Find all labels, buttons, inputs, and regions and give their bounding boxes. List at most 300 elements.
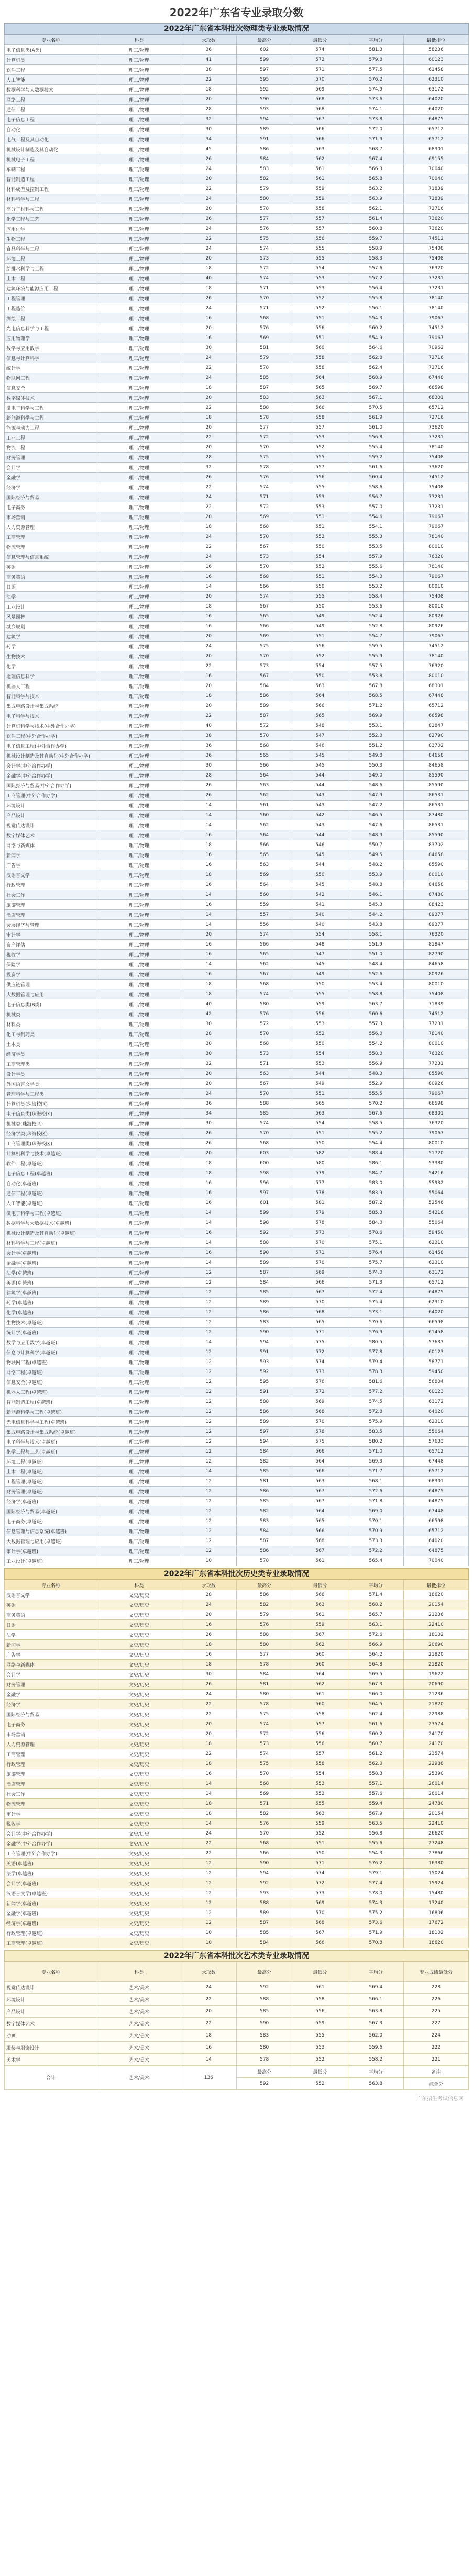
table-cell: 工商管理(卓越班) bbox=[5, 1938, 97, 1948]
table-cell: 理工/物理 bbox=[97, 930, 181, 940]
table-cell: 552.0 bbox=[348, 731, 403, 741]
table-cell: 21236 bbox=[403, 1690, 468, 1700]
table-cell: 会计学 bbox=[5, 463, 97, 473]
table-cell: 工业设计(卓越班) bbox=[5, 1556, 97, 1566]
table-row bbox=[5, 423, 469, 433]
footer-min: 552 bbox=[292, 2078, 348, 2090]
table-cell: 577.2 bbox=[348, 1387, 403, 1397]
table-cell: 574 bbox=[236, 1719, 292, 1729]
table-cell: 文史/历史 bbox=[97, 1660, 181, 1670]
table-cell: 理工/物理 bbox=[97, 1298, 181, 1308]
table-cell: 通信工程(卓越班) bbox=[5, 1188, 97, 1198]
table-row bbox=[5, 671, 469, 681]
table-cell: 城乡规划 bbox=[5, 622, 97, 632]
table-row bbox=[5, 1789, 469, 1799]
table-cell: 文史/历史 bbox=[97, 1739, 181, 1749]
table-cell: 环境工程 bbox=[5, 254, 97, 264]
table-cell: 566.3 bbox=[348, 164, 403, 174]
table-row bbox=[5, 920, 469, 930]
table-cell: 569 bbox=[236, 512, 292, 522]
table-row bbox=[5, 811, 469, 820]
table-cell: 551 bbox=[292, 1129, 348, 1139]
table-cell: 理工/物理 bbox=[97, 1357, 181, 1367]
table-cell: 理工/物理 bbox=[97, 125, 181, 134]
table-cell: 28 bbox=[181, 1590, 236, 1600]
table-cell: 财务管理 bbox=[5, 453, 97, 463]
table-cell: 经济学 bbox=[5, 482, 97, 492]
table-cell: 20 bbox=[181, 701, 236, 711]
table-cell: 理工/物理 bbox=[97, 1337, 181, 1347]
table-cell: 广告学 bbox=[5, 860, 97, 870]
table-cell: 587 bbox=[236, 1918, 292, 1928]
table-cell: 75408 bbox=[403, 244, 468, 254]
table-cell: 561 bbox=[292, 1610, 348, 1620]
table-cell: 理工/物理 bbox=[97, 1129, 181, 1139]
table-cell: 570 bbox=[236, 1769, 292, 1779]
table-cell: 579 bbox=[236, 353, 292, 363]
table-cell: 574 bbox=[236, 930, 292, 940]
table-cell: 法学 bbox=[5, 1630, 97, 1640]
table-cell: 554.6 bbox=[348, 512, 403, 522]
table-cell: 570 bbox=[236, 1129, 292, 1139]
table-cell: 20 bbox=[181, 930, 236, 940]
table-cell: 旅游管理 bbox=[5, 1769, 97, 1779]
table-row bbox=[5, 1417, 469, 1427]
table-cell: 598 bbox=[236, 1168, 292, 1178]
table-cell: 经济学(卓越班) bbox=[5, 1918, 97, 1928]
table-cell: 22 bbox=[181, 1849, 236, 1859]
table-cell: 22 bbox=[181, 184, 236, 194]
table-row bbox=[5, 801, 469, 811]
table-cell: 环境设计 bbox=[5, 1994, 97, 2006]
table-cell: 554 bbox=[292, 1049, 348, 1059]
table-cell: 569 bbox=[292, 1898, 348, 1908]
table-cell: 22 bbox=[181, 1709, 236, 1719]
table-cell: 文史/历史 bbox=[97, 1749, 181, 1759]
table-row bbox=[5, 1898, 469, 1908]
table-cell: 64875 bbox=[403, 115, 468, 125]
table-row bbox=[5, 582, 469, 592]
table-cell: 12 bbox=[181, 1318, 236, 1328]
table-cell: 18 bbox=[181, 1799, 236, 1809]
table-cell: 18620 bbox=[403, 1938, 468, 1948]
table-cell: 553.8 bbox=[348, 671, 403, 681]
table-cell: 568 bbox=[236, 741, 292, 751]
table-cell: 汉语言文学 bbox=[5, 1590, 97, 1600]
table-cell: 569.7 bbox=[348, 383, 403, 393]
table-cell: 法学(卓越班) bbox=[5, 1268, 97, 1278]
table-cell: 英语(卓越班) bbox=[5, 1278, 97, 1288]
table-cell: 565 bbox=[292, 1516, 348, 1526]
table-cell: 63172 bbox=[403, 85, 468, 95]
table-cell: 数字媒体技术 bbox=[5, 393, 97, 403]
table-cell: 566 bbox=[292, 403, 348, 413]
table-cell: 26 bbox=[181, 154, 236, 164]
table-cell: 36 bbox=[181, 751, 236, 761]
table-row bbox=[5, 194, 469, 204]
table-row bbox=[5, 1749, 469, 1759]
table-cell: 12 bbox=[181, 1417, 236, 1427]
table-cell: 545 bbox=[292, 761, 348, 771]
table-cell: 559 bbox=[292, 999, 348, 1009]
table-cell: 574 bbox=[236, 274, 292, 284]
table-cell: 工商管理类 bbox=[5, 1059, 97, 1069]
table-cell: 572 bbox=[292, 1878, 348, 1888]
table-cell: 16 bbox=[181, 1178, 236, 1188]
table-cell: 548.2 bbox=[348, 860, 403, 870]
table-cell: 理工/物理 bbox=[97, 1417, 181, 1427]
table-cell: 理工/物理 bbox=[97, 1457, 181, 1467]
table-row bbox=[5, 1799, 469, 1809]
table-cell: 570 bbox=[292, 1908, 348, 1918]
table-cell: 571 bbox=[292, 1859, 348, 1869]
table-cell: 558 bbox=[292, 363, 348, 373]
table-row bbox=[5, 1248, 469, 1258]
table-cell: 89377 bbox=[403, 920, 468, 930]
table-cell: 12 bbox=[181, 1397, 236, 1407]
table-cell: 理工/物理 bbox=[97, 811, 181, 820]
table-cell: 550 bbox=[292, 602, 348, 612]
table-cell: 562 bbox=[292, 1640, 348, 1650]
table-cell: 68301 bbox=[403, 681, 468, 691]
table-cell: 573 bbox=[236, 1049, 292, 1059]
table-cell: 573.8 bbox=[348, 115, 403, 125]
table-cell: 565 bbox=[292, 383, 348, 393]
table-cell: 578 bbox=[236, 1700, 292, 1709]
table-cell: 24 bbox=[181, 194, 236, 204]
table-cell: 理工/物理 bbox=[97, 373, 181, 383]
table-cell: 552.8 bbox=[348, 622, 403, 632]
table-cell: 14 bbox=[181, 820, 236, 830]
table-cell: 工商管理(中外合作办学) bbox=[5, 791, 97, 801]
table-cell: 80926 bbox=[403, 970, 468, 980]
table-cell: 578 bbox=[292, 1427, 348, 1437]
table-cell: 83702 bbox=[403, 840, 468, 850]
table-cell: 550 bbox=[292, 870, 348, 880]
table-row bbox=[5, 830, 469, 840]
table-cell: 586 bbox=[236, 1590, 292, 1600]
table-cell: 信息安全 bbox=[5, 383, 97, 393]
table-row bbox=[5, 1859, 469, 1869]
table-cell: 78140 bbox=[403, 532, 468, 542]
column-header: 科类 bbox=[97, 1962, 181, 1982]
table-cell: 84658 bbox=[403, 880, 468, 890]
table-cell: 77231 bbox=[403, 502, 468, 512]
table-cell: 18 bbox=[181, 691, 236, 701]
table-cell: 557.5 bbox=[348, 661, 403, 671]
table-cell: 578 bbox=[236, 463, 292, 473]
table-cell: 558 bbox=[292, 353, 348, 363]
table-cell: 日语 bbox=[5, 1620, 97, 1630]
table-row bbox=[5, 134, 469, 144]
table-cell: 567.9 bbox=[348, 1809, 403, 1819]
table-row bbox=[5, 820, 469, 830]
table-cell: 77231 bbox=[403, 492, 468, 502]
table-cell: 理工/物理 bbox=[97, 363, 181, 373]
table-cell: 568 bbox=[236, 313, 292, 323]
table-cell: 564 bbox=[292, 1506, 348, 1516]
table-cell: 557.6 bbox=[348, 1789, 403, 1799]
table-header-row bbox=[5, 35, 469, 45]
table-cell: 32 bbox=[181, 1059, 236, 1069]
table-cell: 30 bbox=[181, 1019, 236, 1029]
table-cell: 559.5 bbox=[348, 642, 403, 651]
column-header: 最低排位 bbox=[403, 35, 468, 45]
table-cell: 理工/物理 bbox=[97, 781, 181, 791]
table-cell: 570.1 bbox=[348, 1516, 403, 1526]
table-cell: 英语 bbox=[5, 1600, 97, 1610]
table-cell: 21820 bbox=[403, 1650, 468, 1660]
table-cell: 584.7 bbox=[348, 1168, 403, 1178]
table-cell: 20 bbox=[181, 423, 236, 433]
table-cell: 商务英语 bbox=[5, 1610, 97, 1620]
table-cell: 593 bbox=[236, 105, 292, 115]
table-row bbox=[5, 980, 469, 989]
table-cell: 18 bbox=[181, 1168, 236, 1178]
table-cell: 574 bbox=[292, 1357, 348, 1367]
art-table-footer bbox=[5, 2066, 469, 2078]
table-cell: 18 bbox=[181, 522, 236, 532]
footer-avg-header: 平均分 bbox=[348, 2066, 403, 2078]
table-cell: 570.5 bbox=[348, 403, 403, 413]
table-cell: 563 bbox=[292, 1600, 348, 1610]
table-cell: 570 bbox=[236, 1029, 292, 1039]
table-cell: 理工/物理 bbox=[97, 224, 181, 234]
table-cell: 575.4 bbox=[348, 1298, 403, 1308]
table-row bbox=[5, 1620, 469, 1630]
table-cell: 76320 bbox=[403, 1119, 468, 1129]
table-cell: 24 bbox=[181, 642, 236, 651]
table-cell: 12 bbox=[181, 1298, 236, 1308]
table-cell: 理工/物理 bbox=[97, 1149, 181, 1158]
table-cell: 24 bbox=[181, 353, 236, 363]
table-cell: 28 bbox=[181, 771, 236, 781]
table-cell: 理工/物理 bbox=[97, 731, 181, 741]
table-cell: 理工/物理 bbox=[97, 960, 181, 970]
table-cell: 17240 bbox=[403, 1898, 468, 1908]
table-cell: 565 bbox=[292, 1099, 348, 1109]
table-cell: 77231 bbox=[403, 1019, 468, 1029]
table-cell: 80010 bbox=[403, 870, 468, 880]
table-row bbox=[5, 1129, 469, 1139]
table-cell: 55064 bbox=[403, 1218, 468, 1228]
table-cell: 行政管理 bbox=[5, 880, 97, 890]
table-cell: 20 bbox=[181, 393, 236, 403]
table-cell: 计算机类 bbox=[5, 55, 97, 65]
table-row bbox=[5, 154, 469, 164]
table-cell: 562.8 bbox=[348, 353, 403, 363]
table-cell: 24 bbox=[181, 224, 236, 234]
table-cell: 572 bbox=[292, 1387, 348, 1397]
table-cell: 583 bbox=[236, 1318, 292, 1328]
table-cell: 62310 bbox=[403, 75, 468, 85]
table-cell: 理工/物理 bbox=[97, 1059, 181, 1069]
table-cell: 572 bbox=[236, 721, 292, 731]
table-cell: 557 bbox=[292, 214, 348, 224]
table-row bbox=[5, 1526, 469, 1536]
table-cell: 理工/物理 bbox=[97, 989, 181, 999]
table-cell: 材料科学与工程 bbox=[5, 194, 97, 204]
table-cell: 22 bbox=[181, 661, 236, 671]
column-header: 专业名称 bbox=[5, 1580, 97, 1590]
table-cell: 16 bbox=[181, 572, 236, 582]
table-row bbox=[5, 642, 469, 651]
footer-note-header: 备注 bbox=[403, 2066, 468, 2078]
table-cell: 73620 bbox=[403, 423, 468, 433]
table-cell: 土木工程 bbox=[5, 274, 97, 284]
table-row bbox=[5, 1487, 469, 1497]
table-cell: 572 bbox=[236, 1729, 292, 1739]
table-cell: 22 bbox=[181, 75, 236, 85]
table-cell: 587 bbox=[236, 711, 292, 721]
table-cell: 568 bbox=[292, 105, 348, 115]
table-cell: 理工/物理 bbox=[97, 164, 181, 174]
table-cell: 552 bbox=[292, 303, 348, 313]
table-cell: 动画 bbox=[5, 2030, 97, 2042]
table-cell: 562.4 bbox=[348, 1709, 403, 1719]
table-cell: 84658 bbox=[403, 850, 468, 860]
table-cell: 高分子材料与工程 bbox=[5, 204, 97, 214]
table-cell: 16 bbox=[181, 1228, 236, 1238]
table-cell: 理工/物理 bbox=[97, 413, 181, 423]
table-cell: 595 bbox=[236, 1377, 292, 1387]
table-cell: 553.4 bbox=[348, 980, 403, 989]
table-cell: 10 bbox=[181, 1556, 236, 1566]
table-cell: 理工/物理 bbox=[97, 1308, 181, 1318]
table-cell: 16 bbox=[181, 970, 236, 980]
table-cell: 16 bbox=[181, 333, 236, 343]
table-cell: 578.0 bbox=[348, 1888, 403, 1898]
table-cell: 15924 bbox=[403, 1878, 468, 1888]
art-table bbox=[4, 1962, 469, 2090]
table-cell: 544 bbox=[292, 781, 348, 791]
table-cell: 600 bbox=[236, 1158, 292, 1168]
table-cell: 电子信息工程(卓越班) bbox=[5, 1168, 97, 1178]
table-cell: 理工/物理 bbox=[97, 184, 181, 194]
table-cell: 85590 bbox=[403, 781, 468, 791]
watermark: 广东招生考试信息网 bbox=[416, 2096, 464, 2102]
table-cell: 553 bbox=[292, 502, 348, 512]
table-cell: 77231 bbox=[403, 1059, 468, 1069]
footer-category: 艺术/美术 bbox=[97, 2066, 181, 2090]
table-cell: 566 bbox=[292, 1590, 348, 1600]
table-row bbox=[5, 1178, 469, 1188]
table-cell: 557.6 bbox=[348, 264, 403, 274]
table-cell: 酒店管理 bbox=[5, 1779, 97, 1789]
table-cell: 新闻学 bbox=[5, 850, 97, 860]
table-cell: 555.6 bbox=[348, 562, 403, 572]
table-cell: 14 bbox=[181, 811, 236, 820]
table-cell: 548.6 bbox=[348, 781, 403, 791]
table-cell: 563 bbox=[236, 1069, 292, 1079]
table-cell: 理工/物理 bbox=[97, 980, 181, 989]
table-cell: 34 bbox=[181, 1109, 236, 1119]
table-cell: 549.5 bbox=[348, 850, 403, 860]
table-row bbox=[5, 1869, 469, 1878]
table-cell: 562 bbox=[236, 791, 292, 801]
table-cell: 24 bbox=[181, 244, 236, 254]
table-cell: 法学(卓越班) bbox=[5, 1869, 97, 1878]
table-cell: 551 bbox=[292, 572, 348, 582]
table-cell: 578 bbox=[236, 1660, 292, 1670]
table-cell: 理工/物理 bbox=[97, 1347, 181, 1357]
table-cell: 67448 bbox=[403, 373, 468, 383]
table-cell: 理工/物理 bbox=[97, 1119, 181, 1129]
table-cell: 555 bbox=[292, 592, 348, 602]
table-cell: 63172 bbox=[403, 1268, 468, 1278]
table-cell: 智能制造工程(卓越班) bbox=[5, 1397, 97, 1407]
table-cell: 理工/物理 bbox=[97, 562, 181, 572]
table-cell: 551 bbox=[292, 313, 348, 323]
table-cell: 76320 bbox=[403, 930, 468, 940]
table-cell: 理工/物理 bbox=[97, 1318, 181, 1328]
table-cell: 统计学(卓越班) bbox=[5, 1328, 97, 1337]
table-cell: 571.9 bbox=[348, 134, 403, 144]
table-cell: 理工/物理 bbox=[97, 144, 181, 154]
table-cell: 理工/物理 bbox=[97, 999, 181, 1009]
table-cell: 14 bbox=[181, 1258, 236, 1268]
table-cell: 587 bbox=[236, 1536, 292, 1546]
table-cell: 20 bbox=[181, 592, 236, 602]
table-cell: 12 bbox=[181, 1407, 236, 1417]
column-header: 录取数 bbox=[181, 1962, 236, 1982]
table-cell: 人力资源管理 bbox=[5, 1739, 97, 1749]
table-cell: 数字媒体艺术 bbox=[5, 830, 97, 840]
art-section-title: 2022年广东省本科批次艺术类专业录取情况 bbox=[4, 1950, 469, 1962]
table-row bbox=[5, 1268, 469, 1278]
table-cell: 理工/物理 bbox=[97, 1556, 181, 1566]
table-cell: 569 bbox=[236, 870, 292, 880]
table-cell: 566 bbox=[236, 761, 292, 771]
table-cell: 79067 bbox=[403, 512, 468, 522]
table-cell: 578 bbox=[236, 204, 292, 214]
table-cell: 社会工作 bbox=[5, 890, 97, 900]
table-cell: 理工/物理 bbox=[97, 632, 181, 642]
table-cell: 548 bbox=[292, 940, 348, 950]
table-cell: 553.5 bbox=[348, 542, 403, 552]
table-cell: 561 bbox=[292, 1982, 348, 1994]
table-cell: 65712 bbox=[403, 403, 468, 413]
table-row bbox=[5, 711, 469, 721]
table-cell: 549 bbox=[292, 1079, 348, 1089]
table-cell: 信息与计算科学(卓越班) bbox=[5, 1347, 97, 1357]
table-cell: 574 bbox=[236, 1749, 292, 1759]
table-cell: 14 bbox=[181, 1208, 236, 1218]
table-cell: 12 bbox=[181, 1347, 236, 1357]
table-row bbox=[5, 1709, 469, 1719]
table-cell: 557.0 bbox=[348, 502, 403, 512]
table-cell: 理工/物理 bbox=[97, 1019, 181, 1029]
table-cell: 555.4 bbox=[348, 443, 403, 453]
table-cell: 理工/物理 bbox=[97, 661, 181, 671]
table-cell: 理工/物理 bbox=[97, 870, 181, 880]
table-cell: 70040 bbox=[403, 1556, 468, 1566]
table-cell: 32 bbox=[181, 463, 236, 473]
table-cell: 理工/物理 bbox=[97, 602, 181, 612]
table-cell: 585 bbox=[236, 1497, 292, 1506]
table-cell: 75408 bbox=[403, 453, 468, 463]
table-cell: 566 bbox=[292, 134, 348, 144]
table-row bbox=[5, 363, 469, 373]
table-cell: 565 bbox=[236, 751, 292, 761]
table-cell: 584.0 bbox=[348, 1218, 403, 1228]
table-cell: 金融学(卓越班) bbox=[5, 1908, 97, 1918]
table-cell: 579 bbox=[292, 1208, 348, 1218]
table-row bbox=[5, 105, 469, 115]
table-cell: 审计学 bbox=[5, 1809, 97, 1819]
table-cell: 视觉传达设计 bbox=[5, 820, 97, 830]
table-cell: 24 bbox=[181, 303, 236, 313]
